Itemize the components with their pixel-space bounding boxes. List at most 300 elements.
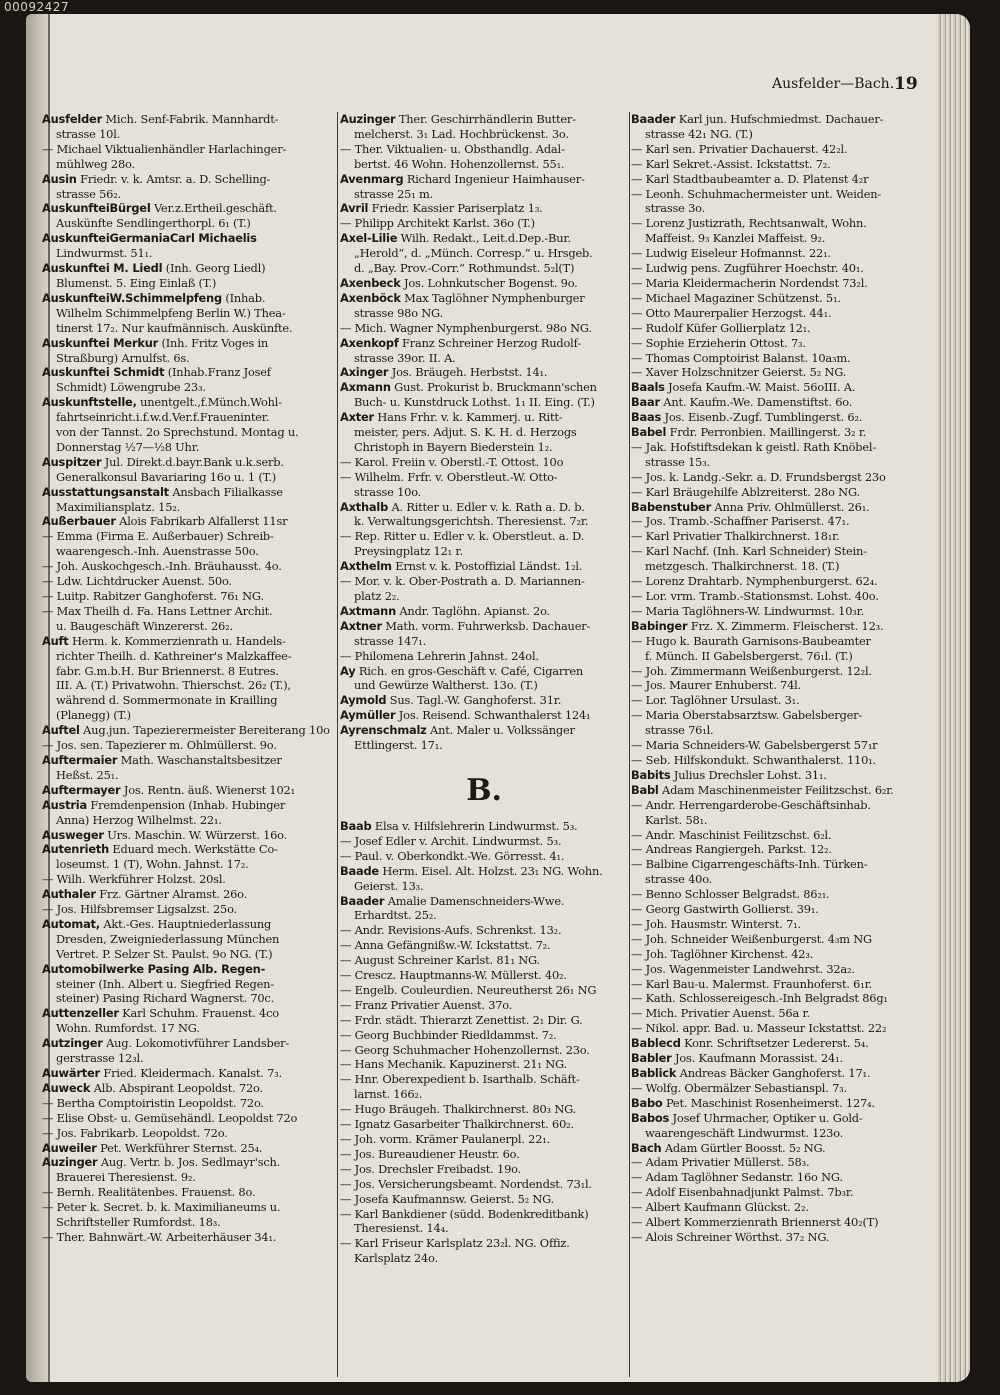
directory-entry — [340, 246, 628, 261]
entry-text: Maffeist. 9₃ Kanzlei Maffeist. 9₂. — [645, 231, 826, 246]
entry-text: Hans Frhr. v. k. Kammerj. u. Ritt- — [373, 410, 563, 425]
entry-surname: Axenböck — [340, 290, 401, 305]
entry-text: — Andr. Revisions-Aufs. Schrenkst. 13₂. — [340, 923, 562, 938]
entry-text: — Karl Bräugehilfe Ablzreiterst. 28o NG. — [631, 484, 860, 499]
directory-entry — [631, 216, 929, 231]
entry-text: Anna) Herzog Wilhelmst. 22₁. — [56, 812, 222, 827]
entry-text: — Mich. Privatier Auenst. 56a r. — [631, 1006, 810, 1021]
entry-text: — Karl Nachf. (Inh. Karl Schneider) Stein- — [631, 544, 867, 559]
entry-surname: AuskunfteiBürgel — [42, 201, 151, 216]
directory-entry — [340, 1236, 628, 1251]
entry-text: während d. Sommermonate in Krailling — [56, 693, 278, 708]
directory-entry — [631, 768, 929, 783]
directory-entry — [631, 1185, 929, 1200]
entry-surname: Baar — [631, 395, 660, 410]
entry-surname: Auskunftstelle, — [42, 395, 137, 410]
directory-entry — [340, 1162, 628, 1177]
entry-text: Vertret. P. Selzer St. Paulst. 9o NG. (T.) — [56, 946, 273, 961]
directory-entry — [340, 261, 628, 276]
directory-entry — [631, 395, 929, 410]
directory-entry — [340, 708, 628, 723]
entry-text: Maximiliansplatz. 15₂. — [56, 499, 181, 514]
entry-text: Alois Fabrikarb Alfallerst 11sr — [115, 514, 288, 529]
entry-text: — Adam Privatier Müllerst. 58₃. — [631, 1155, 810, 1170]
directory-entry — [631, 1081, 929, 1096]
directory-entry — [340, 157, 628, 172]
entry-text: — Leonh. Schuhmachermeister unt. Weiden- — [631, 186, 882, 201]
entry-text: — Seb. Hilfskondukt. Schwanthalerst. 110₁. — [631, 752, 876, 767]
directory-entry — [340, 938, 628, 953]
directory-entry — [42, 261, 334, 276]
directory-entry — [42, 157, 334, 172]
entry-text: — Jos. Bureaudiener Heustr. 6o. — [340, 1146, 520, 1161]
directory-entry — [340, 395, 628, 410]
directory-entry — [42, 991, 334, 1006]
directory-entry — [42, 365, 334, 380]
entry-surname: Autzinger — [42, 1036, 103, 1051]
directory-entry — [42, 216, 334, 231]
directory-entry — [340, 500, 628, 515]
directory-entry — [340, 276, 628, 291]
directory-entry — [42, 395, 334, 410]
directory-entry — [631, 738, 929, 753]
entry-text: — Maria Schneiders-W. Gabelsbergerst 57₁r — [631, 738, 878, 753]
entry-text: Friedr. v. k. Amtsr. a. D. Schelling- — [76, 171, 271, 186]
directory-entry — [631, 187, 929, 202]
directory-entry — [631, 1141, 929, 1156]
entry-text: Aug.jun. Tapezierermeister Bereiterang 10o — [79, 723, 330, 738]
directory-entry — [42, 842, 334, 857]
entry-text: loseumst. 1 (T), Wohn. Jahnst. 17₂. — [56, 857, 249, 872]
entry-text: — Bernh. Realitätenbes. Frauenst. 8o. — [42, 1185, 256, 1200]
directory-entry — [631, 649, 929, 664]
directory-entry — [631, 1126, 929, 1141]
entry-text: Blumenst. 5. Eing Einlaß (T.) — [56, 275, 217, 290]
directory-entry — [340, 201, 628, 216]
directory-entry — [631, 112, 929, 127]
entry-text: (Inhab.Franz Josef — [164, 365, 271, 380]
directory-entry — [42, 500, 334, 515]
entry-surname: Axel-Lilie — [340, 231, 398, 246]
entry-text: — Albert Kommerzienrath Briennerst 40₂(T) — [631, 1215, 879, 1230]
entry-text: k. Verwaltungsgerichtsh. Theresienst. 7₂r. — [354, 514, 589, 529]
entry-text: Pet. Maschinist Rosenheimerst. 127₄. — [662, 1095, 875, 1110]
directory-entry — [340, 216, 628, 231]
directory-entry — [42, 172, 334, 187]
entry-text: — Kath. Schlossereigesch.-Inh Belgradst 86g₁ — [631, 991, 888, 1006]
entry-text: — Joh. vorm. Krämer Paulanerpl. 22₁. — [340, 1132, 551, 1146]
entry-surname: Babl — [631, 782, 659, 797]
directory-entry — [42, 455, 334, 470]
entry-text: Alb. Abspirant Leopoldst. 72o. — [90, 1080, 263, 1095]
entry-text: Karlst. 58₁. — [645, 812, 708, 827]
directory-entry — [631, 977, 929, 992]
entry-text: — Hans Mechanik. Kapuzinerst. 21₁ NG. — [340, 1057, 567, 1072]
entry-surname: Babo — [631, 1095, 663, 1110]
directory-entry — [42, 1215, 334, 1230]
entry-text: Elsa v. Hilfslehrerin Lindwurmst. 5₃. — [371, 818, 578, 833]
entry-surname: Babos — [631, 1110, 670, 1125]
directory-entry — [340, 693, 628, 708]
directory-entry — [42, 872, 334, 887]
entry-text: waarengeschäft Lindwurmst. 123o. — [645, 1125, 844, 1140]
entry-surname: Axtmann — [340, 603, 396, 618]
directory-entry — [42, 902, 334, 917]
directory-entry — [42, 723, 334, 738]
entry-text: — Andr. Herrengarderobe-Geschäftsinhab. — [631, 797, 871, 812]
directory-entry — [340, 351, 628, 366]
directory-entry — [631, 991, 929, 1006]
entry-text: — Ther. Viktualien- u. Obsthandlg. Adal- — [340, 141, 565, 156]
directory-entry — [631, 634, 929, 649]
entry-text: Straßburg) Arnulfst. 6s. — [56, 350, 190, 365]
entry-surname: Babenstuber — [631, 499, 711, 514]
entry-text: Generalkonsul Bavariaring 16o u. 1 (T.) — [56, 469, 276, 484]
entry-text: Urs. Maschin. W. Würzerst. 16o. — [103, 827, 288, 842]
entry-text: Josef Uhrmacher, Optiker u. Gold- — [669, 1110, 863, 1125]
directory-entry — [340, 559, 628, 574]
directory-entry — [42, 813, 334, 828]
directory-entry — [631, 291, 929, 306]
page-header — [26, 76, 970, 100]
entry-text: — Wilhelm. Frfr. v. Oberstleut.-W. Otto- — [340, 469, 558, 484]
entry-surname: AuskunfteiGermaniaCarl Michaelis — [42, 231, 257, 246]
directory-entry — [42, 380, 334, 395]
entry-text: Jos. Bräugeh. Herbstst. 14₁. — [388, 365, 548, 380]
entry-text: strasse 15₃. — [645, 454, 710, 469]
directory-entry — [631, 1051, 929, 1066]
entry-text: Math. Waschanstaltsbesitzer — [117, 752, 282, 767]
entry-text: Jos. Rentn. äuß. Wienerst 102₁ — [120, 782, 295, 797]
directory-entry — [42, 1141, 334, 1156]
directory-entry — [340, 470, 628, 485]
directory-entry — [631, 544, 929, 559]
entry-text: — Josef Edler v. Archit. Lindwurmst. 5₃. — [340, 833, 562, 848]
directory-entry — [340, 678, 628, 693]
directory-entry — [340, 574, 628, 589]
entry-text: Math. vorm. Fuhrwerksb. Dachauer- — [381, 618, 591, 633]
entry-text: d. „Bay. Prov.-Corr.“ Rothmundst. 5₂l(T) — [354, 261, 575, 276]
directory-entry — [340, 589, 628, 604]
directory-entry — [631, 142, 929, 157]
entry-text: meister, pers. Adjut. S. K. H. d. Herzogs — [354, 425, 577, 440]
directory-entry — [340, 1192, 628, 1207]
entry-text: — Ldw. Lichtdrucker Auenst. 50o. — [42, 574, 232, 589]
entry-surname: Auftermaier — [42, 752, 118, 767]
directory-entry — [340, 336, 628, 351]
entry-text: Preysingplatz 12₁ r. — [354, 544, 463, 559]
directory-entry — [42, 1006, 334, 1021]
directory-entry — [631, 723, 929, 738]
entry-text: — Andreas Rangiergeh. Parkst. 12₂. — [631, 842, 832, 857]
directory-entry — [340, 834, 628, 849]
entry-text: Jos. Lohnkutscher Bogenst. 9o. — [400, 275, 578, 290]
entry-text: — Georg Gastwirth Gollierst. 39₁. — [631, 902, 819, 917]
directory-entry — [340, 365, 628, 380]
directory-entry — [42, 321, 334, 336]
entry-text: strasse 98o NG. — [354, 305, 443, 320]
entry-surname: Avril — [340, 201, 369, 216]
directory-entry — [340, 894, 628, 909]
directory-entry — [631, 261, 929, 276]
directory-entry — [631, 380, 929, 395]
entry-text: — Jos. Fabrikarb. Leopoldst. 72o. — [42, 1125, 228, 1140]
entry-text: Karlsplatz 24o. — [354, 1251, 438, 1266]
entry-text: tinerst 17₂. Nur kaufmännisch. Auskünfte. — [56, 320, 293, 335]
entry-text: Ant. Maler u. Volkssänger — [426, 723, 575, 738]
directory-entry — [631, 306, 929, 321]
directory-entry — [631, 783, 929, 798]
directory-entry — [340, 1013, 628, 1028]
directory-entry — [42, 470, 334, 485]
entry-text: Aug. Vertr. b. Jos. Sedlmayr'sch. — [97, 1155, 281, 1170]
directory-entry — [631, 440, 929, 455]
directory-entry — [42, 828, 334, 843]
entry-text: Sus. Tagl.-W. Ganghoferst. 31r. — [386, 693, 562, 708]
entry-text: Mich. Senf-Fabrik. Mannhardt- — [102, 112, 279, 126]
directory-entry — [631, 529, 929, 544]
entry-text: Gust. Prokurist b. Bruckmann'schen — [390, 380, 597, 395]
directory-entry — [340, 544, 628, 559]
entry-text: — Ther. Bahnwärt.-W. Arbeiterhäuser 34₁. — [42, 1229, 277, 1244]
entry-text: — Adam Taglöhner Sedanstr. 16o NG. — [631, 1170, 843, 1185]
entry-text: III. A. (T.) Privatwohn. Thierschst. 26₂ (T.), — [56, 678, 291, 693]
directory-entry — [631, 1155, 929, 1170]
directory-entry — [631, 857, 929, 872]
entry-text: — Ludwig Eiseleur Hofmannst. 22₁. — [631, 246, 831, 261]
entry-text: metzgesch. Thalkirchnerst. 18. (T.) — [645, 559, 840, 574]
directory-entry — [42, 485, 334, 500]
directory-entry — [340, 112, 628, 127]
entry-text: (Planegg) (T.) — [56, 708, 131, 723]
entry-text: — Jos. Drechsler Freibadst. 19o. — [340, 1161, 521, 1176]
entry-text: steiner (Inh. Albert u. Siegfried Regen- — [56, 976, 274, 991]
entry-surname: Auweiler — [42, 1140, 97, 1155]
entry-text: Ernst v. k. Postoffizial Ländst. 1₂l. — [391, 559, 583, 574]
entry-text: Herm. Eisel. Alt. Holzst. 23₁ NG. Wohn. — [378, 863, 603, 878]
directory-entry — [631, 127, 929, 142]
entry-surname: Ay — [340, 663, 356, 678]
entry-surname: Baader — [631, 112, 676, 126]
entry-text: — Maria Taglöhners-W. Lindwurmst. 10₃r. — [631, 603, 865, 618]
directory-entry — [42, 187, 334, 202]
entry-text: — Alois Schreiner Wörthst. 37₂ NG. — [631, 1229, 830, 1244]
entry-surname: Automobilwerke Pasing Alb. Regen- — [42, 961, 266, 976]
entry-text: — Balbine Cigarrengeschäfts-Inh. Türken- — [631, 857, 868, 872]
entry-surname: Auwärter — [42, 1066, 100, 1080]
entry-surname: Babinger — [631, 618, 688, 633]
entry-text: — Lor. vrm. Tramb.-Stationsmst. Lohst. 40o. — [631, 589, 879, 603]
directory-entry — [42, 678, 334, 693]
entry-text: (Inh. Fritz Voges in — [158, 335, 269, 350]
entry-surname: Axenbeck — [340, 275, 401, 290]
directory-entry — [631, 1066, 929, 1081]
entry-text: Herm. k. Kommerzienrath u. Handels- — [68, 633, 286, 648]
entry-text: — Ignatz Gasarbeiter Thalkirchnerst. 60₂. — [340, 1117, 574, 1132]
directory-entry — [42, 231, 334, 246]
directory-entry — [42, 604, 334, 619]
entry-surname: AuskunfteiW.Schimmelpfeng — [42, 290, 222, 305]
entry-text: u. Baugeschäft Winzererst. 26₂. — [56, 618, 233, 633]
directory-entry — [42, 574, 334, 589]
directory-entry — [42, 1126, 334, 1141]
entry-text: — Jos. Maurer Enhuberst. 74l. — [631, 678, 801, 693]
directory-entry — [42, 142, 334, 157]
directory-entry — [340, 923, 628, 938]
entry-text: — Engelb. Couleurdien. Neureutherst 26₁ NG — [340, 982, 597, 997]
directory-entry — [42, 410, 334, 425]
entry-surname: Babits — [631, 767, 671, 782]
directory-entry — [340, 440, 628, 455]
entry-text: Auskünfte Sendlingerthorpl. 6₁ (T.) — [56, 216, 251, 231]
directory-entry — [631, 1021, 929, 1036]
entry-text: — Hnr. Oberexpedient b. Isarthalb. Schäft- — [340, 1072, 580, 1087]
entry-text: — Andr. Maschinist Feilitzschst. 6₂l. — [631, 827, 832, 842]
entry-text: Dresden, Zweigniederlassung München — [56, 931, 280, 946]
directory-entry — [42, 1021, 334, 1036]
directory-entry — [42, 1051, 334, 1066]
entry-text: Pet. Werkführer Sternst. 25₄. — [96, 1140, 263, 1155]
entry-surname: Axthalb — [340, 499, 389, 514]
directory-entry — [42, 1036, 334, 1051]
directory-entry — [42, 887, 334, 902]
entry-surname: Axthelm — [340, 559, 392, 574]
directory-entry — [631, 917, 929, 932]
directory-entry — [42, 649, 334, 664]
entry-text: steiner) Pasing Richard Wagnerst. 70c. — [56, 991, 275, 1006]
directory-entry — [42, 246, 334, 261]
directory-entry — [631, 828, 929, 843]
directory-entry — [42, 693, 334, 708]
directory-entry — [42, 708, 334, 723]
entry-text: „Herold“, d. „Münch. Corresp.“ u. Hrsgeb. — [354, 246, 593, 261]
entry-text: — Michael Viktualienhändler Harlachinger- — [42, 141, 287, 156]
entry-text: — Max Theilh d. Fa. Hans Lettner Archit. — [42, 603, 273, 618]
directory-entry — [340, 1177, 628, 1192]
directory-entry — [340, 619, 628, 634]
directory-entry — [42, 753, 334, 768]
directory-entry — [42, 589, 334, 604]
directory-entry — [42, 634, 334, 649]
entry-text: Anna Priv. Ohlmüllerst. 26₁. — [711, 499, 870, 514]
directory-entry — [42, 425, 334, 440]
directory-entry — [340, 738, 628, 753]
entry-text: — Peter k. Secret. b. k. Maximilianeums u. — [42, 1200, 281, 1215]
column-1 — [42, 112, 334, 1377]
entry-surname: Auftel — [42, 723, 80, 738]
entry-text: Richard Ingenieur Haimhauser- — [403, 171, 585, 186]
directory-entry — [340, 1207, 628, 1222]
entry-text: Akt.-Ges. Hauptniederlassung — [99, 916, 272, 931]
directory-entry — [631, 887, 929, 902]
directory-entry — [631, 455, 929, 470]
entry-surname: Auweck — [42, 1080, 91, 1095]
entry-surname: Auzinger — [340, 112, 396, 126]
entry-text: strasse 40o. — [645, 872, 713, 887]
directory-entry — [42, 977, 334, 992]
entry-surname: Austria — [42, 797, 87, 812]
entry-text: strasse 25₁ m. — [354, 186, 434, 201]
entry-surname: Axmann — [340, 380, 391, 395]
directory-entry — [42, 738, 334, 753]
entry-text: — Karl Bau-u. Malermst. Fraunhoferst. 6₁r. — [631, 976, 872, 991]
entry-text: — Karl Privatier Thalkirchnerst. 18₁r. — [631, 529, 840, 544]
section-letter: B. — [466, 772, 502, 808]
entry-text: Karl jun. Hufschmiedmst. Dachauer- — [675, 112, 884, 126]
entry-text: — Lorenz Drahtarb. Nymphenburgerst. 62₄. — [631, 574, 878, 589]
entry-surname: Auspitzer — [42, 454, 102, 469]
directory-entry — [42, 1081, 334, 1096]
directory-entry — [340, 455, 628, 470]
directory-entry — [631, 485, 929, 500]
directory-entry — [631, 321, 929, 336]
entry-text: — Jos. k. Landg.-Sekr. a. D. Frundsbergst 23o — [631, 469, 886, 484]
entry-surname: Bablecd — [631, 1036, 681, 1051]
entry-text: Jos. Reisend. Schwanthalerst 124₁ — [395, 708, 591, 723]
running-head: Ausfelder—Bach. — [772, 76, 895, 92]
directory-entry — [340, 1087, 628, 1102]
directory-entry — [340, 485, 628, 500]
entry-text: Karl Schuhm. Frauenst. 4co — [118, 1006, 279, 1021]
directory-entry — [340, 529, 628, 544]
directory-entry — [631, 425, 929, 440]
directory-entry — [340, 998, 628, 1013]
directory-entry — [42, 127, 334, 142]
entry-text: Ant. Kaufm.-We. Damenstiftst. 6o. — [659, 395, 853, 410]
entry-text: Donnerstag ½7—½8 Uhr. — [56, 439, 200, 454]
entry-text: Frdr. Perronbien. Maillingerst. 3₂ r. — [666, 425, 867, 440]
entry-text: Erhardtst. 25₂. — [354, 908, 437, 923]
directory-entry — [42, 917, 334, 932]
entry-text: — Georg Schuhmacher Hohenzollernst. 23o. — [340, 1042, 590, 1057]
entry-text: Jos. Eisenb.-Zugf. Tumblingerst. 6₂. — [661, 410, 863, 425]
directory-entry — [340, 231, 628, 246]
directory-entry — [340, 321, 628, 336]
directory-entry — [631, 172, 929, 187]
entry-text: Andreas Bäcker Ganghoferst. 17₁. — [676, 1066, 871, 1080]
directory-entry — [42, 559, 334, 574]
entry-text: Christoph in Bayern Biederstein 1₂. — [354, 439, 553, 454]
entry-text: Eduard mech. Werkstätte Co- — [109, 842, 278, 857]
entry-text: — August Schreiner Karlst. 81₁ NG. — [340, 953, 540, 968]
entry-surname: Bach — [631, 1140, 662, 1155]
entry-text: strasse 3o. — [645, 201, 706, 216]
entry-text: — Karl Friseur Karlsplatz 23₂l. NG. Offiz. — [340, 1236, 570, 1251]
entry-surname: Baals — [631, 380, 665, 395]
directory-entry — [631, 753, 929, 768]
directory-entry — [42, 544, 334, 559]
entry-text: strasse 39or. II. A. — [354, 350, 456, 365]
entry-text: Aug. Lokomotivführer Landsber- — [102, 1036, 290, 1051]
entry-surname: Baader — [340, 893, 385, 908]
entry-text: (Inhab. — [221, 290, 266, 305]
entry-surname: Auftermayer — [42, 782, 121, 797]
entry-text: — Anna Gefängnißw.-W. Ickstattst. 7₂. — [340, 938, 551, 953]
directory-entry — [340, 879, 628, 894]
directory-entry — [631, 664, 929, 679]
directory-entry — [340, 1117, 628, 1132]
entry-text: fahrtseinricht.i.f.w.d.Ver.f.Fraueninter. — [56, 410, 270, 425]
directory-entry — [631, 678, 929, 693]
directory-entry — [631, 559, 929, 574]
directory-entry — [631, 470, 929, 485]
page-number: 19 — [894, 74, 918, 94]
book-fore-edge — [938, 14, 970, 1382]
entry-text: — Karl Stadtbaubeamter a. D. Platenst 4₂r — [631, 171, 869, 186]
directory-entry — [340, 1057, 628, 1072]
entry-surname: Ausweger — [42, 827, 104, 842]
directory-entry — [340, 1028, 628, 1043]
